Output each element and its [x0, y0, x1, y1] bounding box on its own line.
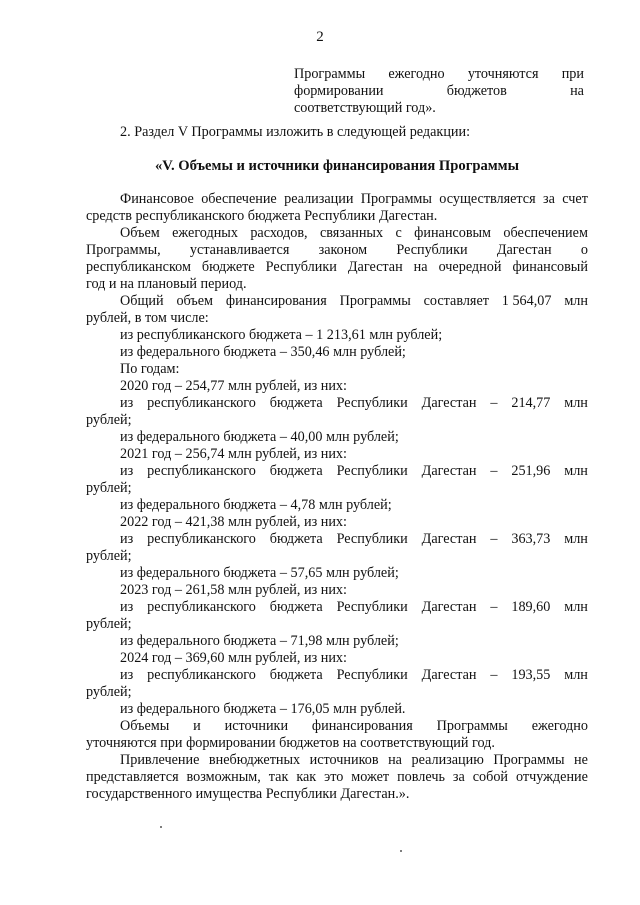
year-federal-line: из федерального бюджета – 176,05 млн рублей.: [120, 701, 406, 717]
justified-line: [86, 191, 588, 208]
word: и: [193, 718, 201, 734]
year-republic-tail: рублей;: [86, 480, 132, 496]
word: из: [120, 395, 134, 411]
years-list: [86, 378, 588, 718]
text-line: государственного имущества Республики Дагестан.».: [86, 786, 410, 802]
word: объем: [176, 293, 214, 309]
word: Финансовое: [120, 191, 194, 207]
word: реализации: [284, 191, 354, 207]
text-line: рублей, в том числе:: [86, 310, 209, 326]
word: это: [324, 769, 344, 785]
word: расходов,: [250, 225, 308, 241]
word: млн: [564, 599, 588, 615]
word: на: [388, 752, 402, 768]
word: Программы: [360, 191, 432, 207]
word: на: [570, 83, 584, 99]
word: из: [120, 599, 134, 615]
word: собой: [472, 769, 509, 785]
word: млн: [564, 463, 588, 479]
word: ежегодно: [388, 66, 445, 82]
word: бюджета: [269, 395, 323, 411]
word: обеспечением: [503, 225, 588, 241]
word: республиканского: [147, 667, 256, 683]
word: из: [120, 667, 134, 683]
word: возможным,: [186, 769, 261, 785]
word: Дагестан: [496, 242, 552, 258]
text-line: из федерального бюджета – 350,46 млн рублей;: [120, 344, 406, 360]
justified-line: [294, 66, 584, 83]
word: реализацию: [411, 752, 484, 768]
word: 189,60: [511, 599, 551, 615]
word: осуществляется: [439, 191, 536, 207]
word: 1 564,07: [501, 293, 552, 309]
word: за: [543, 191, 555, 207]
year-republic-tail: рублей;: [86, 412, 132, 428]
word: Объемы: [120, 718, 170, 734]
word: бюджетов: [446, 83, 507, 99]
year-total-line: 2023 год – 261,58 млн рублей, из них:: [120, 582, 347, 598]
word: уточняются: [467, 66, 539, 82]
word: может: [351, 769, 390, 785]
word: не: [574, 752, 588, 768]
word: Дагестан: [421, 395, 477, 411]
word: млн: [564, 395, 588, 411]
word: ежегодно: [531, 718, 588, 734]
document-body: [86, 124, 588, 803]
word: Республики: [336, 667, 408, 683]
word: –: [490, 667, 498, 683]
justified-line: [86, 769, 588, 786]
justified-line: [86, 752, 588, 769]
text-line: из республиканского бюджета – 1 213,61 млн рублей;: [120, 327, 443, 343]
word: –: [490, 463, 498, 479]
year-total-line: 2020 год – 254,77 млн рублей, из них:: [120, 378, 347, 394]
word: бюджета: [269, 531, 323, 547]
word: обеспечение: [201, 191, 277, 207]
word: Республики: [265, 259, 337, 275]
text-line: уточняются при формировании бюджетов на соответствующий год.: [86, 735, 495, 751]
word: ежегодных: [172, 225, 238, 241]
word: республиканском: [86, 259, 191, 275]
word: счет: [562, 191, 588, 207]
text-line: год и на плановый период.: [86, 276, 247, 292]
word: 251,96: [511, 463, 551, 479]
text-line: По годам:: [120, 361, 180, 377]
section-heading: «V. Объемы и источники финансирования Программы: [154, 158, 520, 174]
word: Программы,: [86, 242, 161, 258]
text-line: соответствующий год».: [294, 100, 436, 116]
word: Республики: [336, 531, 408, 547]
word: Программы: [294, 66, 366, 82]
word: Привлечение: [120, 752, 200, 768]
word: внебюджетных: [208, 752, 301, 768]
year-federal-line: из федерального бюджета – 40,00 млн рублей;: [120, 429, 399, 445]
word: республиканского: [147, 531, 256, 547]
word: при: [561, 66, 584, 82]
word: Общий: [120, 293, 164, 309]
word: Республики: [396, 242, 468, 258]
year-republic-tail: рублей;: [86, 616, 132, 632]
word: республиканского: [147, 395, 256, 411]
word: млн: [564, 531, 588, 547]
year-federal-line: из федерального бюджета – 57,65 млн рублей;: [120, 565, 399, 581]
justified-line: [86, 225, 588, 242]
word: –: [490, 395, 498, 411]
word: на: [413, 259, 428, 275]
section-instruction: 2. Раздел V Программы изложить в следующей редакции:: [120, 124, 471, 140]
word: источники: [224, 718, 289, 734]
word: –: [490, 599, 498, 615]
word: представляется: [86, 769, 179, 785]
word: очередной: [438, 259, 502, 275]
word: 214,77: [511, 395, 551, 411]
word: Дагестан: [421, 463, 477, 479]
word: млн: [564, 667, 588, 683]
continued-text-block: [294, 66, 584, 117]
justified-line: [86, 242, 588, 259]
justified-line: [86, 293, 588, 310]
year-republic-tail: рублей;: [86, 548, 132, 564]
word: финансовый: [512, 259, 588, 275]
year-republic-tail: рублей;: [86, 684, 132, 700]
word: источников: [309, 752, 379, 768]
year-republic-line: [86, 667, 588, 684]
word: финансовым: [414, 225, 492, 241]
word: республиканского: [147, 599, 256, 615]
word: о: [580, 242, 588, 258]
word: Дагестан: [421, 667, 477, 683]
word: Республики: [336, 463, 408, 479]
year-republic-line: [86, 531, 588, 548]
word: Программы: [339, 293, 411, 309]
word: Республики: [336, 395, 408, 411]
word: бюджета: [269, 667, 323, 683]
word: так: [268, 769, 289, 785]
word: законом: [318, 242, 368, 258]
justified-line: [86, 718, 588, 735]
word: устанавливается: [189, 242, 290, 258]
word: республиканского: [147, 463, 256, 479]
word: с: [395, 225, 402, 241]
word: Программы: [436, 718, 508, 734]
word: финансирования: [225, 293, 327, 309]
word: 363,73: [511, 531, 551, 547]
word: Объем: [120, 225, 160, 241]
word: связанных: [320, 225, 384, 241]
word: Дагестан: [421, 531, 477, 547]
word: составляет: [423, 293, 489, 309]
word: 193,55: [511, 667, 551, 683]
word: бюджета: [269, 599, 323, 615]
year-federal-line: из федерального бюджета – 4,78 млн рублей;: [120, 497, 392, 513]
word: повлечь: [397, 769, 445, 785]
word: Дагестан: [421, 599, 477, 615]
year-total-line: 2024 год – 369,60 млн рублей, из них:: [120, 650, 347, 666]
word: Республики: [336, 599, 408, 615]
justified-line: [86, 259, 588, 276]
word: бюджета: [269, 463, 323, 479]
scan-speck: [160, 826, 162, 828]
word: формировании: [294, 83, 384, 99]
word: млн: [564, 293, 588, 309]
year-republic-line: [86, 395, 588, 412]
word: отчуждение: [515, 769, 588, 785]
year-total-line: 2021 год – 256,74 млн рублей, из них:: [120, 446, 347, 462]
justified-line: [294, 83, 584, 100]
word: за: [452, 769, 465, 785]
word: из: [120, 463, 134, 479]
year-total-line: 2022 год – 421,38 млн рублей, из них:: [120, 514, 347, 530]
word: Программы: [493, 752, 565, 768]
word: из: [120, 531, 134, 547]
year-republic-line: [86, 463, 588, 480]
word: бюджете: [201, 259, 255, 275]
year-federal-line: из федерального бюджета – 71,98 млн рублей;: [120, 633, 399, 649]
word: –: [490, 531, 498, 547]
text-line: средств республиканского бюджета Республики Дагестан.: [86, 208, 438, 224]
year-republic-line: [86, 599, 588, 616]
word: как: [296, 769, 317, 785]
word: Дагестан: [347, 259, 403, 275]
page-number: 2: [316, 29, 324, 45]
scan-speck: [400, 850, 402, 852]
word: финансирования: [311, 718, 413, 734]
